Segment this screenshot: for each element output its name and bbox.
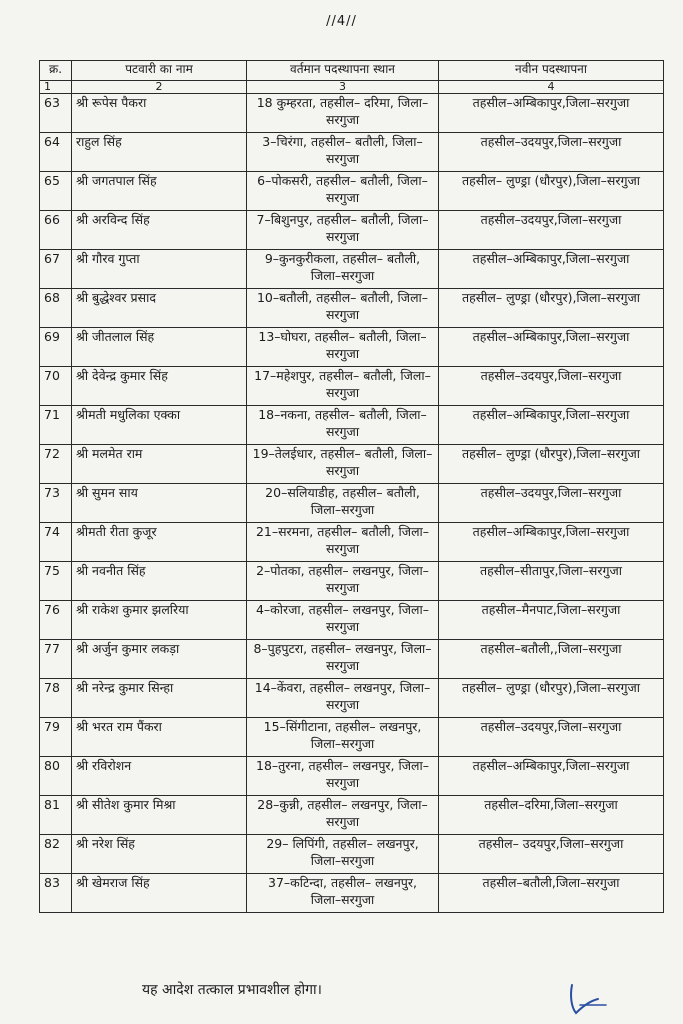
new-posting: तहसील–मैनपाट,जिला–सरगुजा (439, 601, 664, 640)
patwari-name: श्री राकेश कुमार झलरिया (72, 601, 247, 640)
current-posting: 20–सलियाडीह, तहसील– बतौली, जिला–सरगुजा (247, 484, 439, 523)
current-posting: 13–घोघरा, तहसील– बतौली, जिला–सरगुजा (247, 328, 439, 367)
patwari-name: श्री नरेन्द्र कुमार सिन्हा (72, 679, 247, 718)
patwari-name: श्री जगतपाल सिंह (72, 172, 247, 211)
table-row (40, 796, 664, 835)
new-posting: तहसील– उदयपुर,जिला–सरगुजा (439, 835, 664, 874)
current-posting: 4–कोरजा, तहसील– लखनपुर, जिला–सरगुजा (247, 601, 439, 640)
serial-number: 66 (40, 211, 72, 250)
footer-note: यह आदेश तत्काल प्रभावशील होगा। (142, 982, 322, 998)
new-posting: तहसील–बतौली,जिला–सरगुजा (439, 874, 664, 913)
current-posting: 3–चिरंगा, तहसील– बतौली, जिला–सरगुजा (247, 133, 439, 172)
serial-number: 69 (40, 328, 72, 367)
serial-number: 81 (40, 796, 72, 835)
patwari-name: श्री भरत राम पैंकरा (72, 718, 247, 757)
current-posting: 18–नकना, तहसील– बतौली, जिला–सरगुजा (247, 406, 439, 445)
patwari-name: श्री सुमन साय (72, 484, 247, 523)
serial-number: 72 (40, 445, 72, 484)
new-posting: तहसील– लुण्ड्रा (धौरपुर),जिला–सरगुजा (439, 445, 664, 484)
table-row (40, 211, 664, 250)
patwari-name: श्री जीतलाल सिंह (72, 328, 247, 367)
current-posting: 19–तेलईधार, तहसील– बतौली, जिला–सरगुजा (247, 445, 439, 484)
table-row (40, 250, 664, 289)
serial-number: 75 (40, 562, 72, 601)
new-posting: तहसील– लुण्ड्रा (धौरपुर),जिला–सरगुजा (439, 172, 664, 211)
patwari-name: श्री गौरव गुप्ता (72, 250, 247, 289)
serial-number: 76 (40, 601, 72, 640)
serial-number: 70 (40, 367, 72, 406)
serial-number: 78 (40, 679, 72, 718)
patwari-name: श्री रविरोशन (72, 757, 247, 796)
current-posting: 7–बिशुनपुर, तहसील– बतौली, जिला–सरगुजा (247, 211, 439, 250)
serial-number: 68 (40, 289, 72, 328)
new-posting: तहसील–उदयपुर,जिला–सरगुजा (439, 484, 664, 523)
table-row (40, 484, 664, 523)
serial-number: 73 (40, 484, 72, 523)
serial-number: 71 (40, 406, 72, 445)
table-row (40, 679, 664, 718)
table-row (40, 289, 664, 328)
current-posting: 18–तुरना, तहसील– लखनपुर, जिला–सरगुजा (247, 757, 439, 796)
patwari-name: श्री रूपेस पैकरा (72, 94, 247, 133)
current-posting: 6–पोकसरी, तहसील– बतौली, जिला–सरगुजा (247, 172, 439, 211)
new-posting: तहसील–उदयपुर,जिला–सरगुजा (439, 367, 664, 406)
table-row (40, 601, 664, 640)
new-posting: तहसील–उदयपुर,जिला–सरगुजा (439, 211, 664, 250)
serial-number: 74 (40, 523, 72, 562)
table-row (40, 172, 664, 211)
table-row (40, 445, 664, 484)
current-posting: 10–बतौली, तहसील– बतौली, जिला–सरगुजा (247, 289, 439, 328)
new-posting: तहसील– लुण्ड्रा (धौरपुर),जिला–सरगुजा (439, 289, 664, 328)
patwari-name: श्री देवेन्द्र कुमार सिंह (72, 367, 247, 406)
new-posting: तहसील–अम्बिकापुर,जिला–सरगुजा (439, 328, 664, 367)
serial-number: 83 (40, 874, 72, 913)
new-posting: तहसील–अम्बिकापुर,जिला–सरगुजा (439, 94, 664, 133)
current-posting: 18 कुम्हरता, तहसील– दरिमा, जिला–सरगुजा (247, 94, 439, 133)
serial-number: 82 (40, 835, 72, 874)
current-posting: 9–कुनकुरीकला, तहसील– बतौली, जिला–सरगुजा (247, 250, 439, 289)
patwari-name: श्री नवनीत सिंह (72, 562, 247, 601)
column-number: 3 (247, 81, 439, 94)
page-number: //4// (326, 14, 357, 29)
table-row (40, 133, 664, 172)
current-posting: 8–पुहपुटरा, तहसील– लखनपुर, जिला–सरगुजा (247, 640, 439, 679)
table-row (40, 718, 664, 757)
column-number: 1 (40, 81, 72, 94)
new-posting: तहसील–सीतापुर,जिला–सरगुजा (439, 562, 664, 601)
table-row (40, 523, 664, 562)
serial-number: 63 (40, 94, 72, 133)
new-posting: तहसील–अम्बिकापुर,जिला–सरगुजा (439, 250, 664, 289)
new-posting: तहसील–दरिमा,जिला–सरगुजा (439, 796, 664, 835)
header-name: पटवारी का नाम (72, 61, 247, 81)
table-row (40, 835, 664, 874)
current-posting: 2–पोतका, तहसील– लखनपुर, जिला–सरगुजा (247, 562, 439, 601)
new-posting: तहसील–अम्बिकापुर,जिला–सरगुजा (439, 406, 664, 445)
patwari-name: श्रीमती रीता कुजूर (72, 523, 247, 562)
serial-number: 67 (40, 250, 72, 289)
table-row (40, 367, 664, 406)
new-posting: तहसील–अम्बिकापुर,जिला–सरगुजा (439, 523, 664, 562)
new-posting: तहसील–अम्बिकापुर,जिला–सरगुजा (439, 757, 664, 796)
new-posting: तहसील–उदयपुर,जिला–सरगुजा (439, 718, 664, 757)
new-posting: तहसील–बतौली,,जिला–सरगुजा (439, 640, 664, 679)
patwari-name: श्री सीतेश कुमार मिश्रा (72, 796, 247, 835)
serial-number: 79 (40, 718, 72, 757)
current-posting: 21–सरमना, तहसील– बतौली, जिला–सरगुजा (247, 523, 439, 562)
signature-mark (566, 983, 616, 1017)
header-sno: क्र. (40, 61, 72, 81)
new-posting: तहसील–उदयपुर,जिला–सरगुजा (439, 133, 664, 172)
current-posting: 29– लिपिंगी, तहसील– लखनपुर, जिला–सरगुजा (247, 835, 439, 874)
current-posting: 28–कुन्नी, तहसील– लखनपुर, जिला– सरगुजा (247, 796, 439, 835)
header-new-posting: नवीन पदस्थापना (439, 61, 664, 81)
table-row (40, 874, 664, 913)
serial-number: 64 (40, 133, 72, 172)
patwari-name: श्री अर्जुन कुमार लकड़ा (72, 640, 247, 679)
patwari-name: श्री मलमेत राम (72, 445, 247, 484)
patwari-name: राहुल सिंह (72, 133, 247, 172)
table-row (40, 94, 664, 133)
column-number-row (40, 81, 664, 94)
current-posting: 14–केंवरा, तहसील– लखनपुर, जिला–सरगुजा (247, 679, 439, 718)
new-posting: तहसील– लुण्ड्रा (धौरपुर),जिला–सरगुजा (439, 679, 664, 718)
serial-number: 65 (40, 172, 72, 211)
serial-number: 80 (40, 757, 72, 796)
current-posting: 37–कटिन्दा, तहसील– लखनपुर, जिला–सरगुजा (247, 874, 439, 913)
patwari-name: श्री बुद्धेश्वर प्रसाद (72, 289, 247, 328)
current-posting: 15–सिंगीटाना, तहसील– लखनपुर, जिला–सरगुजा (247, 718, 439, 757)
column-number: 4 (439, 81, 664, 94)
header-current-posting: वर्तमान पदस्थापना स्थान (247, 61, 439, 81)
current-posting: 17–महेशपुर, तहसील– बतौली, जिला–सरगुजा (247, 367, 439, 406)
patwari-name: श्री नरेश सिंह (72, 835, 247, 874)
transfer-table (39, 60, 664, 913)
table-row (40, 562, 664, 601)
table-row (40, 757, 664, 796)
table-header-row (40, 61, 664, 81)
table-row (40, 406, 664, 445)
patwari-name: श्रीमती मधुलिका एक्का (72, 406, 247, 445)
table-row (40, 328, 664, 367)
patwari-name: श्री अरविन्द सिंह (72, 211, 247, 250)
table-row (40, 640, 664, 679)
serial-number: 77 (40, 640, 72, 679)
column-number: 2 (72, 81, 247, 94)
patwari-name: श्री खेमराज सिंह (72, 874, 247, 913)
